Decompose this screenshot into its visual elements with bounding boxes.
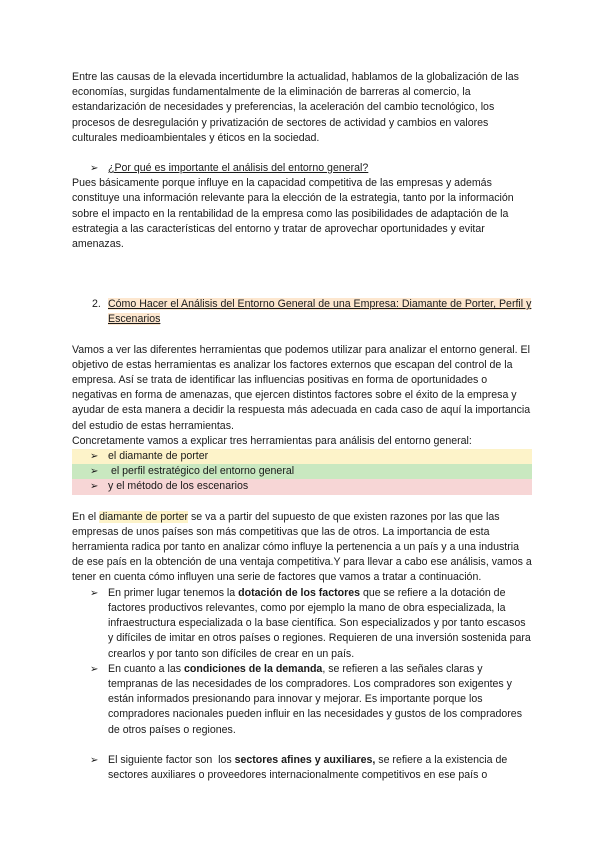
arrow-bullet-icon: ➢ (90, 587, 99, 599)
arrow-bullet-icon: ➢ (90, 481, 99, 493)
list-item: ➢ En primer lugar tenemos la dotación de los factores que se refiere a la dotación de factores productivos relevantes, como por ejemplo la mano de obra especializada, la infraestructura especializada o la base científica. Son especializados y por tanto escasos y difíciles de imitar en otros países o regiones. Requieren de una inversión sostenida para crearlos y por tanto son difíciles de crear en un país. (90, 586, 531, 660)
tool-label: y el método de los escenarios (108, 480, 249, 493)
arrow-bullet-icon: ➢ (90, 163, 99, 175)
section-heading (72, 297, 532, 327)
porter-paragraph: En el diamante de porter se va a partir del supuesto de que existen razones por las que las empresas de unos países son más competitivas que las de otros. La importancia de esta herramienta radica por tanto en analizar cómo influye la pertenencia a un país y a una industria de ese país en la obtención de una ventaja competitiva.Y para llevar a cabo ese análisis, vamos a tener en cuenta cómo influyen una serie de factores que vamos a tratar a continuación. (72, 510, 532, 584)
factor-term: dotación de los factores (238, 586, 360, 599)
tools-lead-paragraph: Concretamente vamos a explicar tres herramientas para análisis del entorno general: (72, 434, 472, 447)
list-item (72, 449, 532, 464)
intro-paragraph: Entre las causas de la elevada incertidumbre la actualidad, hablamos de la globalización de las economías, surgidas fundamentalmente de la eliminación de barreras al comercio, la estandarización de necesidades y preferencias, la aceleración del cambio tecnológico, los procesos de desregulación y privatización de sectores de actividad y cambios en valores culturales medioambientales y éticos en la sociedad. (72, 71, 519, 144)
factor-term: sectores afines y auxiliares, (234, 753, 376, 766)
list-item: ➢ El siguiente factor son los sectores afines y auxiliares, se refiere a la existencia de sectores auxiliares o proveedores internacionalmente competitivos en ese país o (90, 753, 508, 781)
tools-intro-paragraph: Vamos a ver las diferentes herramientas que podemos utilizar para analizar el entorno general. El objetivo de estas herramientas es analizar los factores externos que escapan del control de la empresa. Así se trata de identificar las influencias positivas en forma de oportunidades o negativas en forma de amenazas, que ejercen distintos factores sobre el éxito de la empresa y ayudar de esta manera a decidir la respuesta más adecuada en cada caso de aquí la importancia del estudio de estas herramientas. (72, 343, 531, 432)
section-title: Cómo Hacer el Análisis del Entorno General de una Empresa: Diamante de Porter, Perfil y Escenarios (108, 298, 532, 326)
question-text: ¿Por qué es importante el análisis del entorno general? (108, 162, 369, 175)
document-page (72, 70, 532, 783)
arrow-bullet-icon: ➢ (90, 466, 99, 478)
section-number: 2. (92, 298, 101, 311)
porter-highlight: diamante de porter (99, 510, 189, 523)
question-item (72, 161, 532, 176)
arrow-bullet-icon: ➢ (90, 754, 99, 766)
factor-term: condiciones de la demanda (183, 662, 323, 675)
tools-list (72, 449, 532, 495)
list-item (72, 464, 532, 479)
tool-label: el diamante de porter (108, 450, 209, 463)
tool-label: el perfil estratégico del entorno general (108, 465, 295, 478)
list-item (72, 479, 532, 494)
answer-paragraph: Pues básicamente porque influye en la capacidad competitiva de las empresas y además constituye una información relevante para la elección de la estrategia, tanto por la información sobre el impacto en la rentabilidad de la empresa como las posibilidades de adaptación de la estrategia a las características del entorno y tratar de aprovechar oportunidades y evitar amenazas. (72, 177, 514, 251)
arrow-bullet-icon: ➢ (90, 451, 99, 463)
list-item: ➢ En cuanto a las condiciones de la demanda, se refieren a las señales claras y tempranas de las necesidades de los compradores. Los compradores son exigentes y están informados presionando para innovar y mejorar. Es importante porque los compradores nacionales pueden influir en las necesidades y gustos de los compradores de otros países o regiones. (90, 662, 522, 736)
arrow-bullet-icon: ➢ (90, 663, 99, 675)
factors-list (72, 586, 532, 783)
